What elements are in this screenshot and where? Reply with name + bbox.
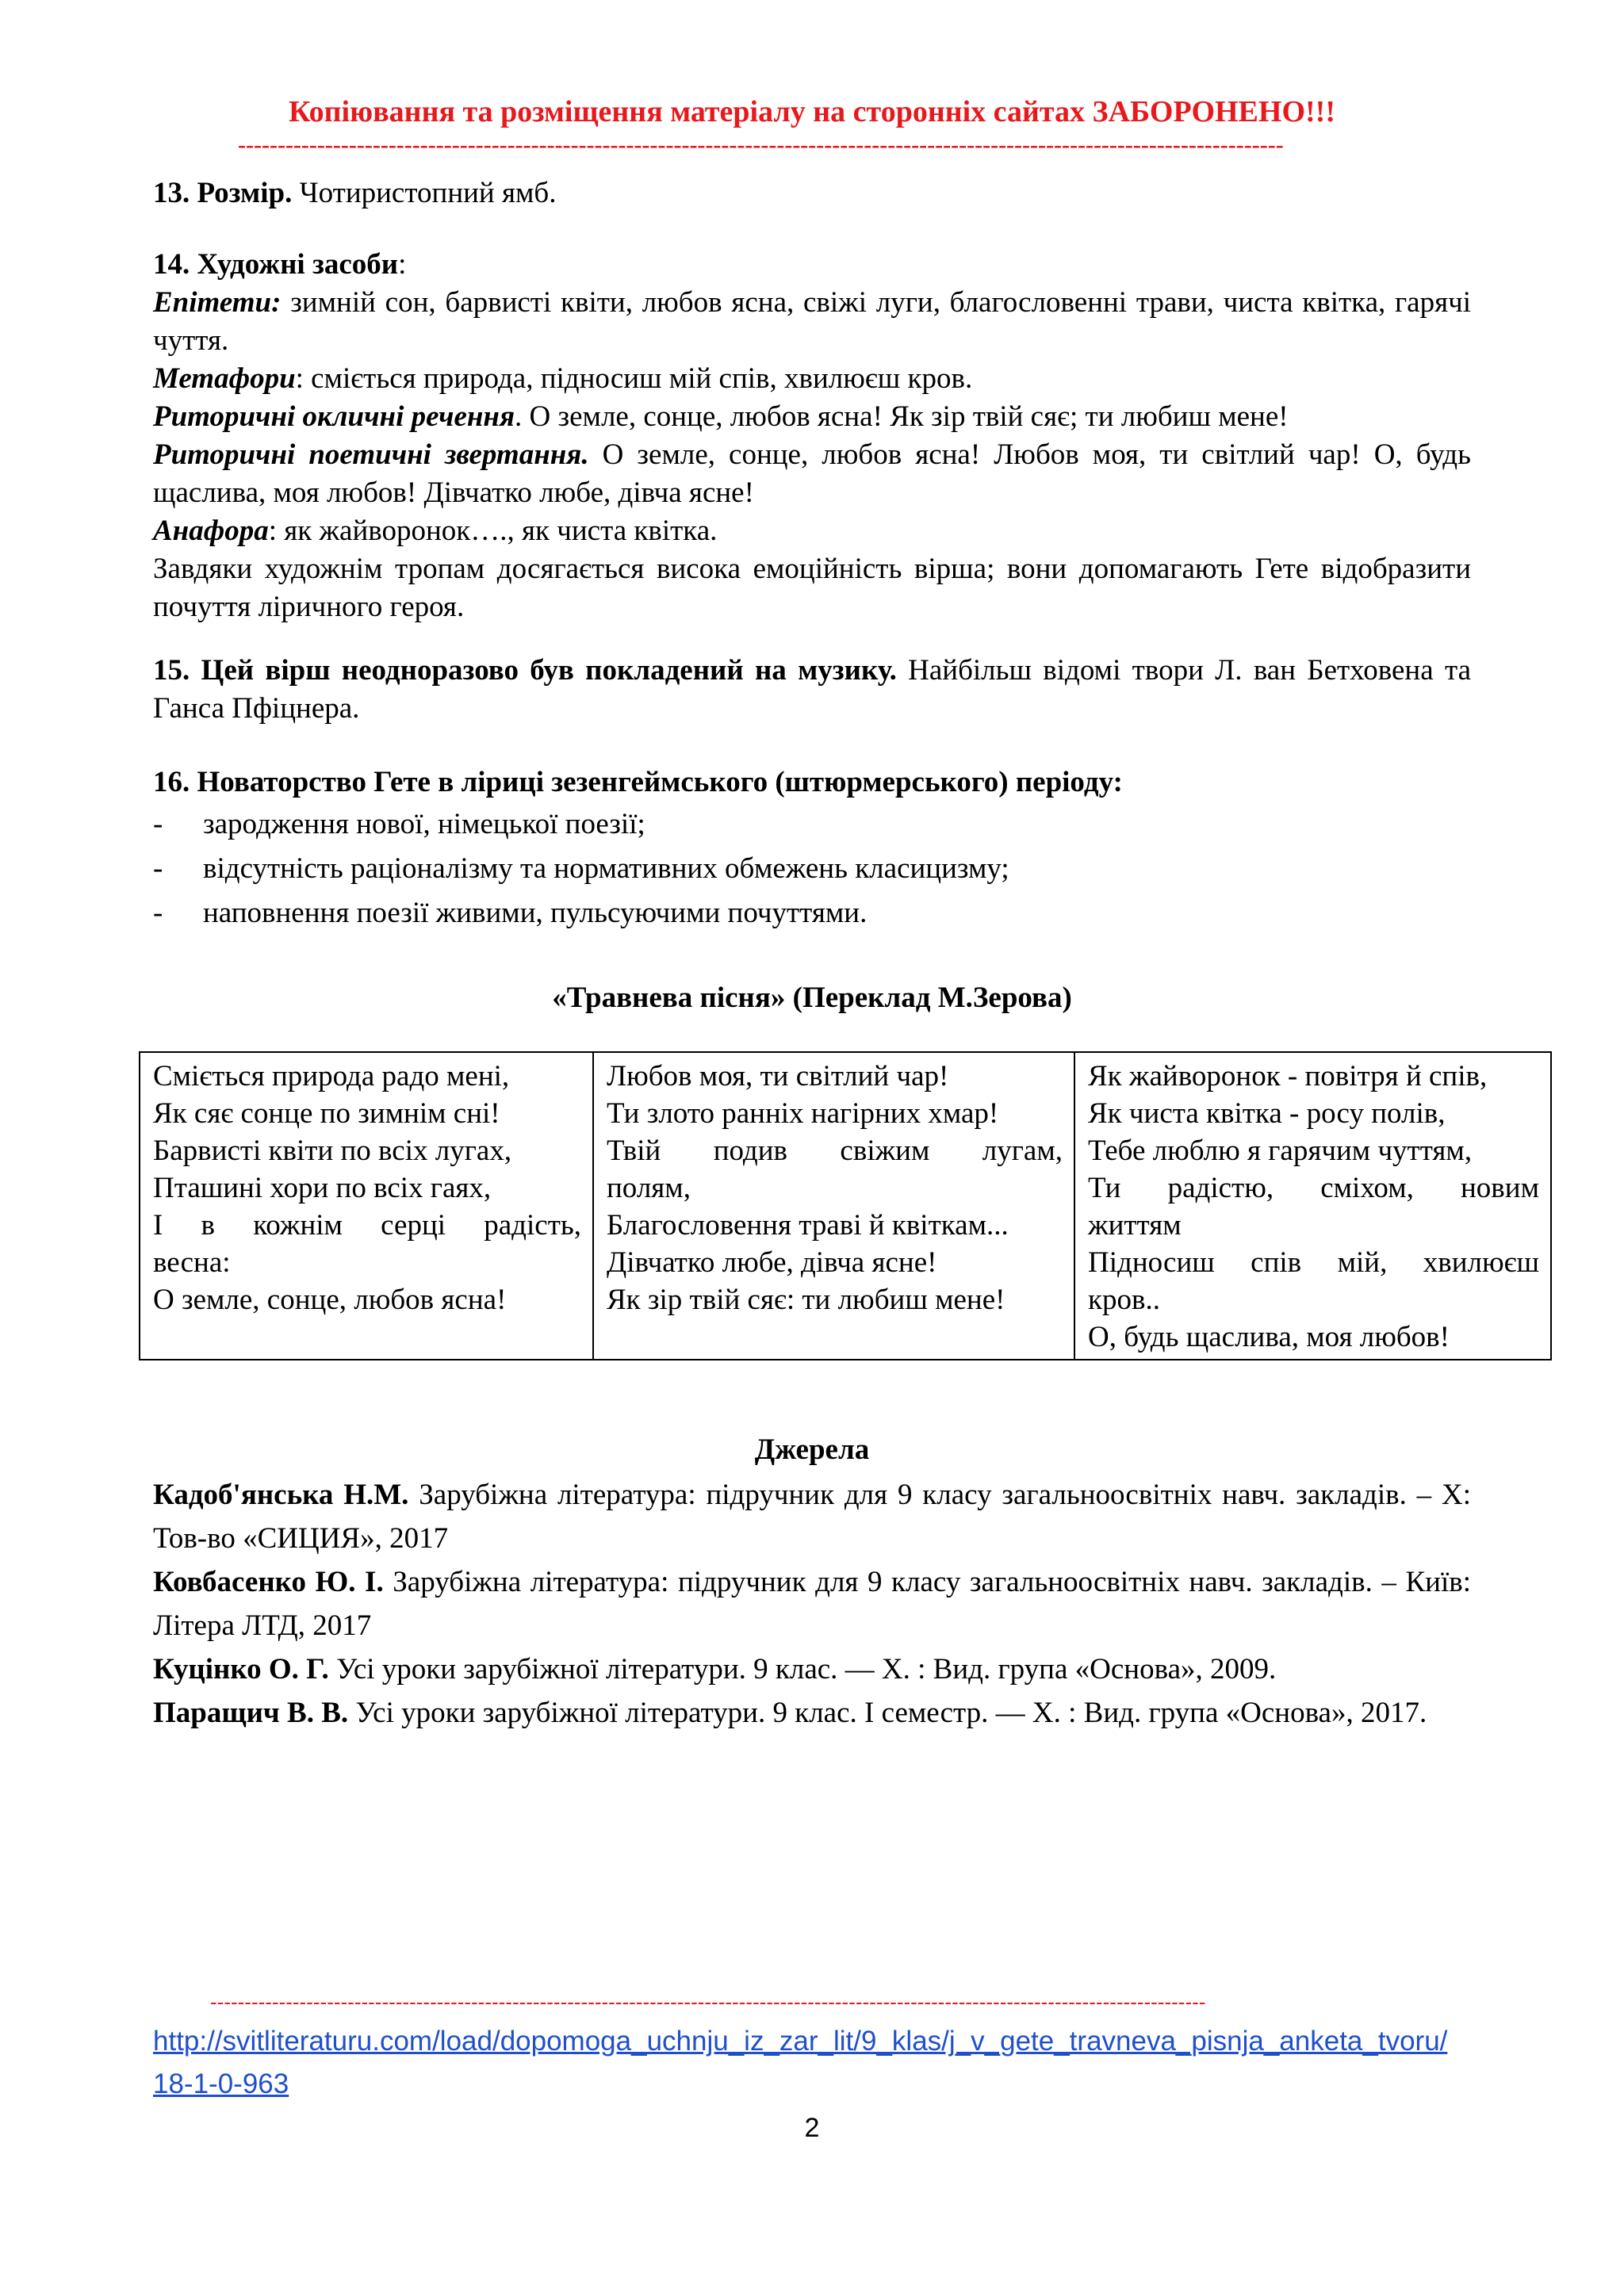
metaphors-label: Метафори — [153, 362, 296, 395]
section-16 — [153, 763, 1471, 932]
section-13 — [153, 174, 1471, 212]
section-15-label: 15. Цей вірш неодноразово був покладений на музику. — [153, 654, 897, 687]
exclamations-label: Риторичні окличні речення — [153, 400, 515, 433]
copyright-notice: Копіювання та розміщення матеріалу на сторонніх сайтах ЗАБОРОНЕНО!!! — [289, 95, 1335, 128]
poem-title: «Травнева пісня» (Переклад М.Зерова) — [552, 982, 1072, 1014]
section-14-conclusion: Завдяки художнім тропам досягається висока емоційність вірша; вони допомагають Гете відобразити почуття ліричного героя. — [153, 553, 1471, 623]
section-15-text: Найбільш відомі твори Л. ван Бетховена та Ганса Пфіцнера. — [153, 654, 1471, 725]
source-item: Паращич В. В. Усі уроки зарубіжної літератури. 9 клас. І семестр. — Х. : Вид. група «Основа», 2017. — [153, 1697, 1427, 1729]
innovation-list — [153, 806, 1471, 932]
footer-separator: ------------------------------------------------------------------------------------------------------------------------------------------------- — [210, 1992, 1206, 2012]
section-13-label: 13. Розмір. — [153, 177, 293, 209]
section-14-heading: 14. Художні засоби — [153, 248, 399, 281]
anaphora-text: : як жайворонок…., як чиста квітка. — [268, 515, 718, 547]
epithets-text: зимній сон, барвисті квіти, любов ясна, свіжі луги, благословенні трави, чиста квітка, гарячі чуття. — [153, 286, 1471, 357]
poem-column-1: Сміється природа радо мені, Як сяє сонце по зимнім сні! Барвисті квіти по всіх лугах, Пташині хори по всіх гаях, І в кожнім серці радість, весна: О земле, сонце, любов ясна! — [140, 1052, 593, 1360]
addresses-text: О земле, сонце, любов ясна! Любов моя, ти світлий чар! О, будь щаслива, моя любов! Дівчатко любе, дівча ясне! — [153, 438, 1472, 509]
section-16-heading: 16. Новаторство Гете в ліриці зезенгеймського (штюрмерського) періоду: — [153, 766, 1123, 798]
table-row — [140, 1052, 1551, 1360]
source-url-link[interactable]: http://svitliteraturu.com/load/dopomoga_uchnju_iz_zar_lit/9_klas/j_v_gete_travneva_pisnja_anketa_tvoru/ 18-1-0-963 — [153, 2026, 1448, 2099]
section-14: 14. Художні засоби: Епітети: зимній сон, барвисті квіти, любов ясна, свіжі луги, благословенні трави, чиста квітка, гарячі чуття. Метафори: сміється природа, підносиш мій спів, хвилюєш кров. Риторичні окличні речення. О земле, сонце, любов ясна! Як зір твій сяє; ти любиш мене! Риторичні поетичні звертання. О земле, сонце, любов ясна! Любов моя, ти світлий чар! О, будь щаслива, моя любов! Дівчатко любе, дівча ясне! Анафора: як жайворонок…., як чиста квітка. Завдяки художнім тропам досягається висока емоційність вірша; вони допомагають Гете відобразити почуття ліричного героя. — [153, 246, 1471, 626]
metaphors-text: : сміється природа, підносиш мій спів, хвилюєш кров. — [295, 362, 973, 395]
section-15 — [153, 652, 1471, 728]
source-item: Куцінко О. Г. Усі уроки зарубіжної літератури. 9 клас. — Х. : Вид. група «Основа», 2009. — [153, 1653, 1277, 1686]
source-item: Кадоб'янська Н.М. Зарубіжна література: підручник для 9 класу загальноосвітніх навч. закладів. – Х: Тов-во «СИЦИЯ», 2017 — [153, 1479, 1471, 1555]
poem-column-2: Любов моя, ти світлий чар! Ти злото ранніх нагірних хмар! Твій подив свіжим лугам, полям, Благословення траві й квіткам... Дівчатко любе, дівча ясне! Як зір твій сяє: ти любиш мене! — [593, 1052, 1074, 1360]
section-13-text: Чотиристопний ямб. — [292, 177, 557, 209]
epithets-label: Епітети: — [153, 286, 282, 319]
exclamations-text: . О земле, сонце, любов ясна! Як зір твій сяє; ти любиш мене! — [515, 400, 1289, 433]
poem-table — [139, 1051, 1552, 1360]
page-number: 2 — [804, 2113, 820, 2143]
list-item: - відсутність раціоналізму та нормативних обмежень класицизму; — [153, 852, 1009, 885]
source-item: Ковбасенко Ю. І. Зарубіжна література: підручник для 9 класу загальноосвітніх навч. закладів. – Київ: Літера ЛТД, 2017 — [153, 1566, 1471, 1642]
addresses-label: Риторичні поетичні звертання. — [153, 438, 589, 471]
sources-heading: Джерела — [754, 1433, 870, 1466]
poem-column-3: Як жайворонок - повітря й спів, Як чиста квітка - росу полів, Тебе люблю я гарячим чуттям, Ти радістю, сміхом, новим життям Підносиш спів мій, хвилюєш кров.. О, будь щаслива, моя любов! — [1074, 1052, 1551, 1360]
header-separator: ------------------------------------------------------------------------------------------------------------------------------------ — [238, 133, 1284, 157]
anaphora-label: Анафора — [153, 515, 269, 547]
sources-list — [153, 1473, 1471, 1735]
list-item: - наповнення поезії живими, пульсуючими почуттями. — [153, 897, 868, 929]
list-item: - зародження нової, німецької поезії; — [153, 808, 645, 840]
